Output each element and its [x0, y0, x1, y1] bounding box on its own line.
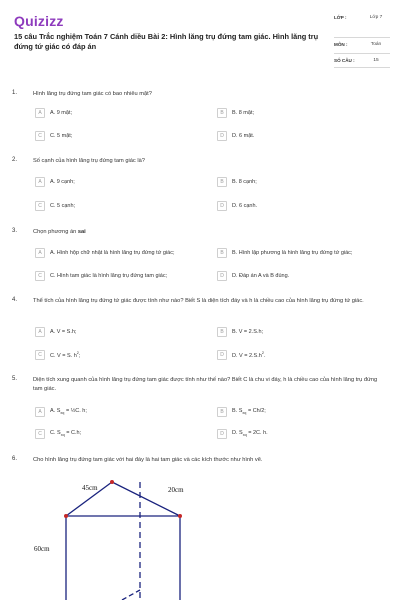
meta-subject-value: Toán: [370, 42, 382, 47]
meta-subject-row: [334, 38, 390, 54]
question-number: 4.: [12, 297, 18, 303]
option-b[interactable]: [217, 248, 352, 258]
option-letter-box: C: [35, 350, 45, 360]
question-number: 5.: [12, 376, 18, 382]
option-text: C. 5 mặt;: [50, 133, 73, 139]
meta-count-value: 15: [373, 58, 379, 63]
question-text: Diện tích xung quanh của hình lăng trụ đứng tam giác được tính như thế nào? Biết C là chu vi đáy, h là chiều cao của hình lăng trụ đứng tam giác.: [33, 377, 378, 392]
question-text: [33, 228, 388, 237]
option-d[interactable]: [217, 271, 289, 281]
option-text-main: D. V = 2.S.h: [232, 352, 262, 359]
option-text-main: C. S: [50, 430, 61, 437]
question-6: [12, 456, 390, 476]
option-text: [50, 408, 87, 415]
question-text: Cho hình lăng trụ đứng tam giác với hai đáy là hai tam giác và các kích thước như hình vẽ.: [33, 457, 263, 463]
question-number: 1.: [12, 90, 18, 96]
option-letter-box: D: [217, 131, 227, 141]
option-a[interactable]: [35, 407, 87, 417]
option-superscript: 2: [261, 351, 264, 356]
prism-hidden-base-edge: [122, 590, 140, 600]
option-text-after: = C.h;: [64, 430, 82, 437]
vertex-dot: [110, 480, 114, 484]
meta-subject-label: MÔN :: [334, 42, 348, 47]
question-text: Hình lăng trụ đứng tam giác có bao nhiêu mặt?: [33, 91, 152, 97]
page-title: 15 câu Trắc nghiệm Toán 7 Cánh diều Bài 2: Hình lăng trụ đứng tam giác. Hình lăng trụ đứng tứ giác có đáp án: [14, 32, 319, 51]
question-2: [12, 157, 390, 217]
option-text: D. 6 mặt.: [232, 133, 255, 139]
option-a[interactable]: [35, 327, 76, 337]
question-number: 2.: [12, 157, 18, 163]
option-d[interactable]: [217, 350, 265, 360]
question-5: [12, 376, 390, 446]
meta-class-label: LỚP :: [334, 15, 347, 20]
option-text: C. 5 cạnh;: [50, 203, 76, 209]
question-number: 3.: [12, 228, 18, 234]
option-b[interactable]: [217, 327, 263, 337]
option-text-main: C. V = S. h: [50, 352, 77, 359]
option-text-after: .: [263, 352, 266, 359]
option-c[interactable]: [35, 131, 72, 141]
option-text-after: ;: [78, 352, 81, 359]
meta-class-row: [334, 13, 390, 38]
option-c[interactable]: [35, 350, 80, 360]
vertex-dot: [64, 514, 68, 518]
option-text: B. 8 mặt;: [232, 110, 255, 116]
option-superscript: 2: [76, 351, 79, 356]
option-b[interactable]: [217, 108, 254, 118]
option-letter-box: D: [217, 350, 227, 360]
option-text: [50, 430, 81, 437]
option-letter-box: A: [35, 407, 45, 417]
option-letter-box: C: [35, 429, 45, 439]
option-text-after: = Ch/2;: [246, 408, 266, 415]
option-letter-box: B: [217, 108, 227, 118]
quizizz-logo: Quizizz: [14, 13, 64, 29]
meta-count-row: [334, 54, 390, 68]
option-text: [50, 351, 80, 359]
option-text-after: = ½C. h;: [64, 408, 87, 415]
option-subscript: xq: [60, 411, 65, 416]
option-d[interactable]: [217, 429, 268, 439]
option-text: D. 6 cạnh.: [232, 203, 258, 209]
option-text-main: B. S: [232, 408, 243, 415]
option-a[interactable]: [35, 177, 75, 187]
option-c[interactable]: [35, 201, 75, 211]
option-letter-box: B: [217, 248, 227, 258]
option-a[interactable]: [35, 108, 72, 118]
meta-count-label: SỐ CÂU :: [334, 58, 355, 63]
option-d[interactable]: [217, 201, 257, 211]
option-letter-box: D: [217, 201, 227, 211]
option-letter-box: B: [217, 407, 227, 417]
option-text: A. V = S.h;: [50, 329, 77, 335]
option-d[interactable]: [217, 131, 254, 141]
option-letter-box: A: [35, 248, 45, 258]
option-letter-box: A: [35, 327, 45, 337]
vertex-dot: [178, 514, 182, 518]
option-text: [232, 351, 265, 359]
label-right: 20cm: [168, 486, 184, 494]
option-letter-box: C: [35, 201, 45, 211]
question-text-bold: sai: [77, 229, 86, 235]
option-letter-box: D: [217, 429, 227, 439]
option-letter-box: B: [217, 177, 227, 187]
option-subscript: xq: [60, 433, 65, 438]
question-text-prefix: Chọn phương án: [33, 229, 78, 235]
option-text: [232, 430, 268, 437]
option-text-after: = 2C. h.: [246, 430, 268, 437]
question-1: [12, 90, 390, 150]
option-text: A. Hình hộp chữ nhật là hình lăng trụ đứng tứ giác;: [50, 250, 175, 256]
option-text-main: A. S: [50, 408, 61, 415]
question-number: 6.: [12, 456, 18, 462]
meta-panel: [334, 13, 390, 68]
option-text: C. Hình tam giác là hình lăng trụ đứng tam giác;: [50, 273, 168, 279]
option-letter-box: A: [35, 177, 45, 187]
option-a[interactable]: [35, 248, 174, 258]
option-subscript: xq: [242, 433, 247, 438]
option-letter-box: C: [35, 271, 45, 281]
option-subscript: xq: [242, 411, 247, 416]
question-3: [12, 228, 390, 288]
option-letter-box: A: [35, 108, 45, 118]
option-text: B. Hình lập phương là hình lăng trụ đứng tứ giác;: [232, 250, 353, 256]
option-text-main: D. S: [232, 430, 243, 437]
option-letter-box: B: [217, 327, 227, 337]
prism-figure: [28, 478, 208, 600]
option-c[interactable]: [35, 271, 167, 281]
option-c[interactable]: [35, 429, 81, 439]
question-text: Thể tích của hình lăng trụ đứng tứ giác được tính như nào? Biết S là diện tích đáy và h là chiều cao của hình lăng trụ đứng tứ giác.: [33, 298, 364, 304]
label-left: 60cm: [34, 545, 50, 553]
meta-class-value: Lớp 7: [369, 15, 383, 20]
label-top: 45cm: [82, 484, 98, 492]
option-text: B. 8 cạnh;: [232, 179, 257, 185]
question-4: [12, 297, 390, 367]
option-text: [232, 408, 266, 415]
option-text: D. Đáp án A và B đúng.: [232, 273, 290, 279]
option-letter-box: C: [35, 131, 45, 141]
question-text: Số cạnh của hình lăng trụ đứng tam giác là?: [33, 158, 145, 164]
option-b[interactable]: [217, 407, 266, 417]
option-text: A. 9 mặt;: [50, 110, 73, 116]
option-text: B. V = 2.S.h;: [232, 329, 264, 335]
option-letter-box: D: [217, 271, 227, 281]
option-b[interactable]: [217, 177, 257, 187]
option-text: A. 9 cạnh;: [50, 179, 75, 185]
